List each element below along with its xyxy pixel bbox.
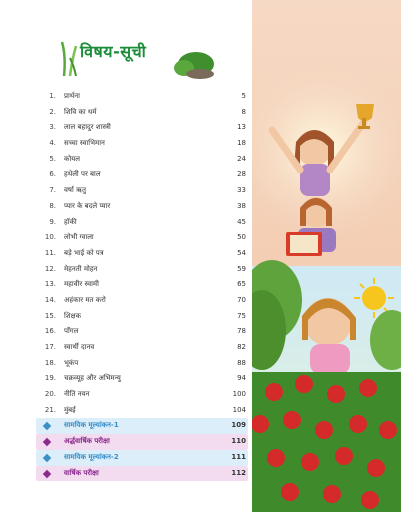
toc-title: मुंबई — [64, 405, 76, 414]
toc-number: 15. — [44, 311, 56, 320]
assessment-title: वार्षिक परीक्षा — [64, 468, 99, 477]
garden-scene — [252, 260, 401, 512]
toc-page-number: 24 — [237, 154, 246, 163]
toc-row[interactable] — [36, 89, 248, 105]
toc-row[interactable] — [36, 340, 248, 356]
toc-title: प्यार के बदले प्यार — [64, 201, 111, 210]
toc-title: सच्चा स्वाभिमान — [64, 139, 105, 148]
toc-number: 4. — [49, 139, 56, 148]
illustration-art — [252, 0, 401, 512]
toc-number: 5. — [49, 154, 56, 163]
toc-row[interactable] — [36, 152, 248, 168]
toc-number: 2. — [49, 107, 56, 116]
toc-row[interactable] — [36, 309, 248, 325]
diamond-icon — [43, 438, 51, 446]
toc-page-number: 5 — [241, 92, 246, 100]
toc-number: 17. — [44, 343, 56, 351]
toc-row[interactable] — [36, 387, 248, 403]
toc-title: लोभी ग्वाला — [64, 233, 94, 242]
toc-number: 19. — [44, 374, 56, 383]
toc-page-number: 8 — [241, 107, 246, 116]
toc-page-number: 82 — [237, 343, 246, 351]
toc-row[interactable] — [36, 105, 248, 121]
toc-page-number: 45 — [237, 217, 246, 226]
toc-title: वर्षा ऋतु — [64, 186, 86, 195]
toc-row[interactable] — [36, 120, 248, 136]
toc-page-number: 70 — [237, 295, 246, 304]
assessment-row[interactable] — [36, 466, 248, 482]
toc-number: 20. — [44, 390, 56, 399]
toc-title: अहंकार मत करो — [64, 295, 106, 304]
toc-row[interactable] — [36, 136, 248, 152]
toc-title: हथेली पर बाल — [64, 170, 101, 179]
toc-number: 14. — [44, 295, 56, 304]
toc-number: 12. — [44, 264, 56, 273]
assessment-title: अर्द्धवार्षिक परीक्षा — [64, 437, 110, 446]
toc-number: 13. — [44, 280, 56, 289]
toc-title: लाल बहादुर शास्त्री — [64, 123, 111, 132]
toc-title: प्रार्थना — [64, 92, 80, 100]
toc-page-number: 75 — [237, 311, 246, 320]
toc-row[interactable] — [36, 356, 248, 372]
toc-title: हॉकी — [64, 217, 77, 226]
toc-title: स्वार्थी दानव — [64, 343, 95, 351]
toc-row[interactable] — [36, 262, 248, 278]
toc-page-number: 33 — [237, 186, 246, 195]
toc-page-number: 104 — [232, 405, 246, 414]
table-of-contents — [36, 89, 248, 481]
diamond-icon — [43, 454, 51, 462]
assessment-row[interactable] — [36, 434, 248, 450]
diamond-icon — [43, 469, 51, 477]
toc-page-number: 28 — [237, 170, 246, 179]
assessment-title: सामयिक मूल्यांकन-1 — [64, 421, 119, 430]
toc-number: 6. — [49, 170, 56, 179]
toc-row[interactable] — [36, 277, 248, 293]
toc-row[interactable] — [36, 167, 248, 183]
toc-page-number: 78 — [237, 327, 246, 336]
assessment-row[interactable] — [36, 450, 248, 466]
toc-title: शिक्षक — [64, 311, 81, 320]
toc-title: महावीर स्वामी — [64, 280, 99, 289]
toc-row[interactable] — [36, 246, 248, 262]
assessment-page-number: 109 — [231, 421, 246, 430]
toc-number: 1. — [49, 92, 56, 100]
toc-row[interactable] — [36, 403, 248, 419]
assessment-row[interactable] — [36, 418, 248, 434]
toc-row[interactable] — [36, 371, 248, 387]
toc-row[interactable] — [36, 199, 248, 215]
toc-row[interactable] — [36, 183, 248, 199]
toc-page-number: 65 — [237, 280, 246, 289]
toc-number: 21. — [44, 405, 56, 414]
illustration-panel — [252, 0, 401, 512]
toc-number: 10. — [44, 233, 56, 242]
toc-page-number: 54 — [237, 248, 246, 257]
assessment-page-number: 112 — [231, 468, 246, 477]
assessment-page-number: 110 — [231, 437, 246, 446]
toc-row[interactable] — [36, 215, 248, 231]
toc-row[interactable] — [36, 230, 248, 246]
toc-page-number: 88 — [237, 358, 246, 367]
toc-title: शिवि का धर्म — [64, 107, 97, 116]
toc-page-number: 59 — [237, 264, 246, 273]
diamond-icon — [43, 422, 51, 430]
toc-page-number: 18 — [237, 139, 246, 148]
toc-page-number: 38 — [237, 201, 246, 210]
toc-page-number: 50 — [237, 233, 246, 242]
toc-number: 8. — [49, 201, 56, 210]
toc-title: भूकंप — [64, 358, 79, 367]
toc-number: 3. — [49, 123, 56, 132]
toc-title: मेहनती मोहन — [64, 264, 98, 273]
toc-title: नीति नयन — [64, 390, 90, 399]
toc-title: कोयल — [64, 154, 80, 163]
toc-number: 7. — [49, 186, 56, 195]
toc-page-number: 13 — [237, 123, 246, 132]
assessment-title: सामयिक मूल्यांकन-2 — [64, 452, 119, 461]
toc-page-number: 94 — [237, 374, 246, 383]
toc-page-number: 100 — [232, 390, 246, 399]
toc-title: पाँगल — [64, 327, 79, 336]
toc-title: बड़े भाई को पत्र — [64, 248, 104, 257]
toc-number: 9. — [49, 217, 56, 226]
toc-row[interactable] — [36, 324, 248, 340]
toc-number: 16. — [44, 327, 56, 336]
toc-row[interactable] — [36, 293, 248, 309]
assessment-page-number: 111 — [231, 452, 246, 461]
page-title: विषय-सूची — [80, 42, 147, 61]
toc-number: 18. — [44, 358, 56, 367]
toc-number: 11. — [44, 248, 56, 257]
toc-title: चक्रव्यूह और अभिमन्यु — [64, 374, 121, 383]
